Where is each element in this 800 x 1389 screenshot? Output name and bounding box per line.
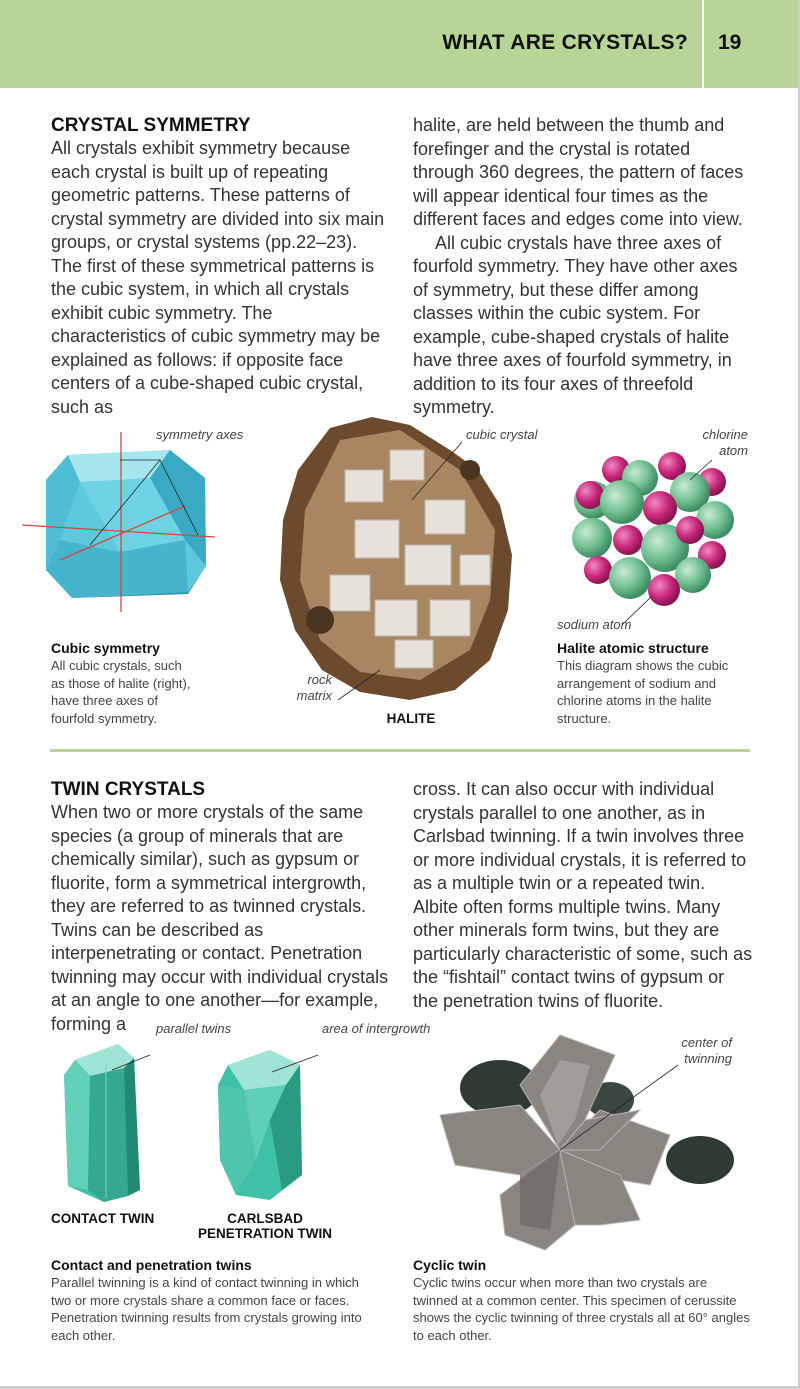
- symmetry-paragraph-2: halite, are held between the thumb and forefinger and the crystal is rotated through 360 degrees, the pattern of faces will appear identical four times as the different faces and edges come into view.: [413, 115, 744, 229]
- atomic-structure-caption-title: Halite atomic structure: [557, 640, 709, 656]
- section-heading-twin: TWIN CRYSTALS: [51, 779, 206, 800]
- contact-penetration-caption-title: Contact and penetration twins: [51, 1257, 252, 1273]
- running-title: WHAT ARE CRYSTALS?: [442, 31, 688, 54]
- halite-label: HALITE: [386, 711, 436, 726]
- page-number: 19: [718, 31, 742, 54]
- label-area-intergrowth: area of intergrowth: [322, 1021, 431, 1036]
- cubic-symmetry-caption-title: Cubic symmetry: [51, 640, 160, 656]
- label-symmetry-axes: symmetry axes: [156, 427, 244, 442]
- carlsbad-twin-label: CARLSBAD PENETRATION TWIN: [198, 1211, 332, 1241]
- label-center-twinning: center of twinning: [681, 1035, 732, 1066]
- label-parallel-twins: parallel twins: [156, 1021, 232, 1036]
- symmetry-paragraph-1: All crystals exhibit symmetry because each crystal is built up of repeating geometric patterns. These patterns of crystal symmetry are divided into six main groups, or crystal systems (pp.22–23). The first of these symmetrical patterns is the cubic system, in which all crystals exhibit cubic symmetry. The characteristics of cubic symmetry may be explained as follows: if opposite face centers of a cube-shaped cubic crystal, such as: [51, 138, 385, 417]
- label-chlorine-atom: chlorine atom: [702, 427, 748, 458]
- section-heading-symmetry: CRYSTAL SYMMETRY: [51, 115, 251, 136]
- twin-paragraph-2: cross. It can also occur with individual crystals parallel to one another, as in Carlsbad twinning. If a twin involves three or more individual crystals, it is referred to as a multiple twin or a repeated twin. Albite often forms multiple twins. Many other minerals form twins, but they are particularly characteristic of some, such as the “fishtail” contact twins of gypsum or the penetration twins of fluorite.: [413, 779, 753, 1011]
- atomic-structure-caption-text: This diagram shows the cubic arrangement of sodium and chlorine atoms in the halite structure.: [557, 658, 729, 726]
- cubic-symmetry-caption-text: All cubic crystals, such as those of halite (right), have three axes of fourfold symmetry.: [51, 658, 191, 726]
- contact-twin-label: CONTACT TWIN: [51, 1211, 155, 1226]
- symmetry-paragraph-3: All cubic crystals have three axes of fourfold symmetry. They have other axes of symmetry, but these differ among classes within the cubic system. For example, cube-shaped crystals of halite have three axes of fourfold symmetry, in addition to its four axes of threefold symmetry.: [413, 232, 738, 417]
- label-sodium-atom: sodium atom: [557, 617, 632, 632]
- twin-paragraph-1: When two or more crystals of the same species (a group of minerals that are chemically similar), such as gypsum or fluorite, form a symmetrical intergrowth, they are referred to as twinned crystals. Twins can be described as interpenetrating or contact. Penetration twinning may occur with individual crystals at an angle to one another—for example, forming a: [51, 802, 389, 1034]
- label-rock-matrix: rock matrix: [296, 672, 332, 703]
- contact-penetration-caption-text: Parallel twinning is a kind of contact twinning in which two or more crystals share a common face or faces. Penetration twinning results from crystals growing into each other.: [51, 1275, 362, 1343]
- cyclic-twin-caption-text: Cyclic twins occur when more than two crystals are twinned at a common center. This specimen of cerussite shows the cyclic twinning of three crystals all at 60° angles to each other.: [413, 1275, 750, 1343]
- cyclic-twin-caption-title: Cyclic twin: [413, 1257, 487, 1273]
- label-cubic-crystal: cubic crystal: [466, 427, 538, 442]
